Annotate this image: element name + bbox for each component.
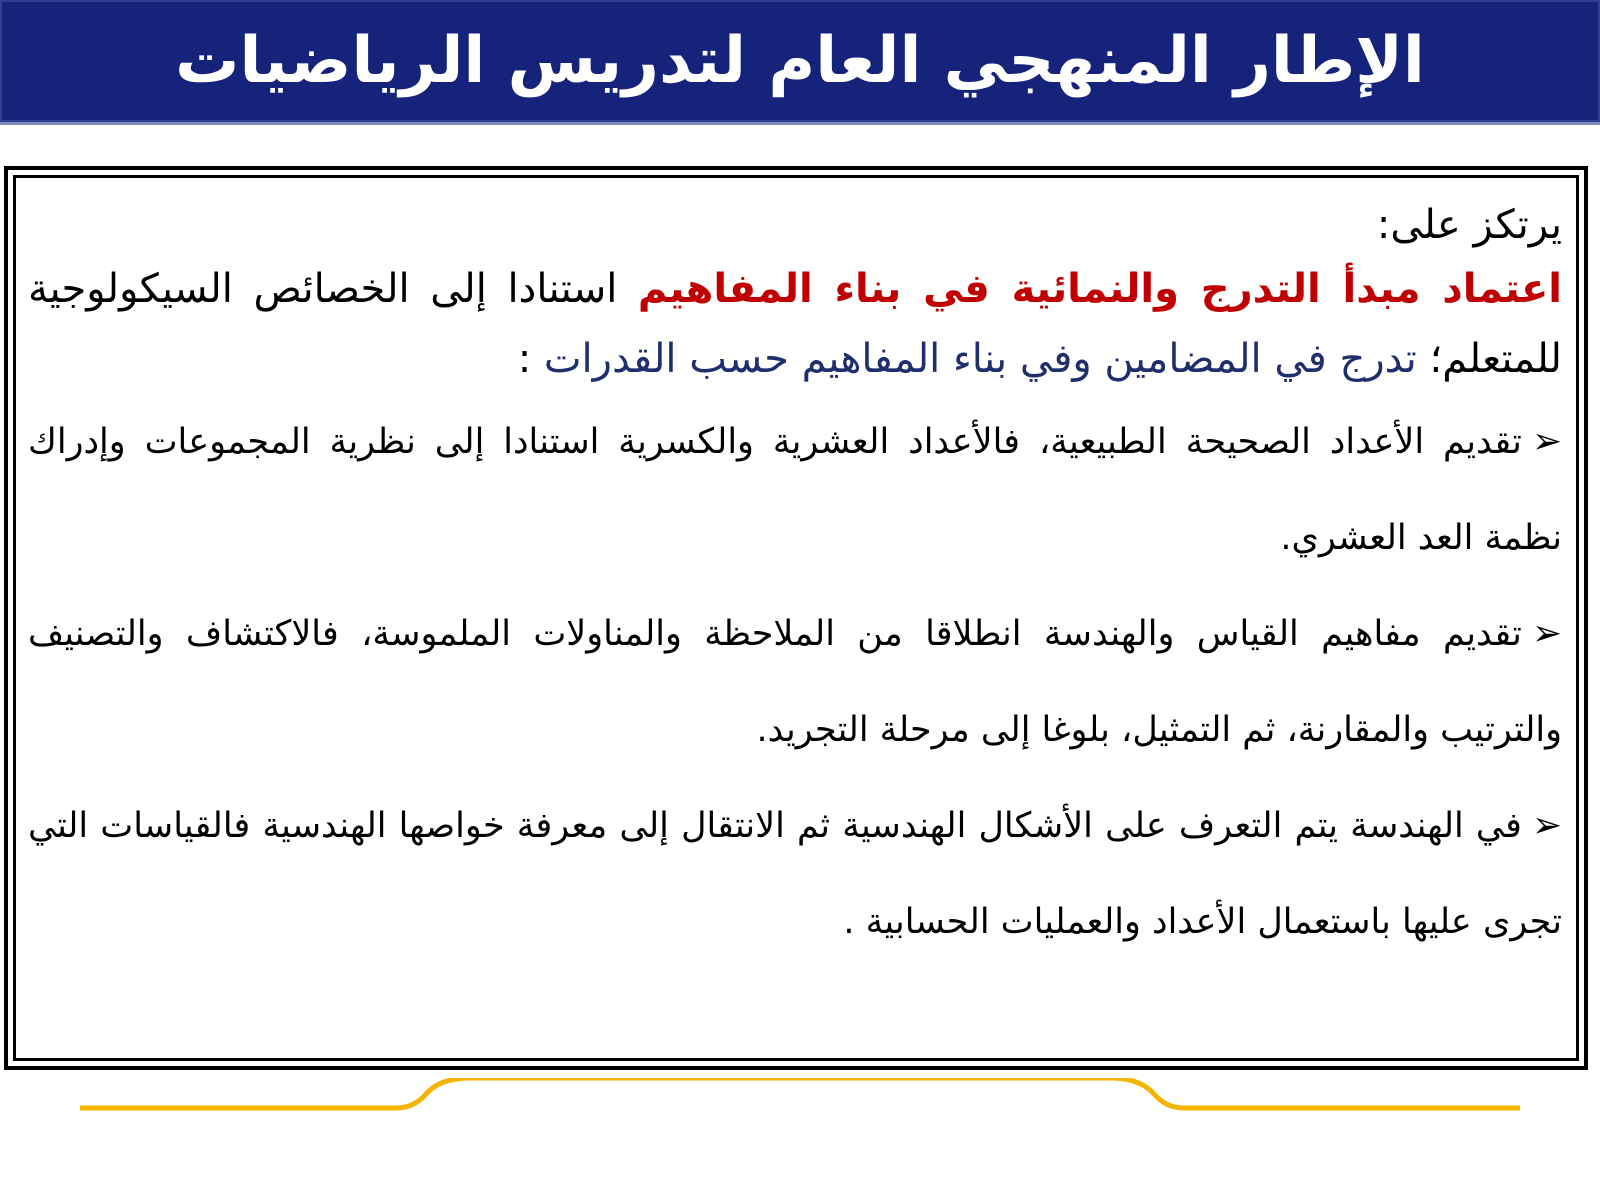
lead-paragraph xyxy=(28,254,1562,394)
decorative-footer-line xyxy=(80,1078,1520,1118)
content-frame xyxy=(4,166,1588,1070)
bullet-item-1 xyxy=(28,394,1562,586)
bullet-text-1: تقديم الأعداد الصحيحة الطبيعية، فالأعداد العشرية والكسرية استنادا إلى نظرية المجموعات وإدراك نظمة العد العشري. xyxy=(28,422,1562,558)
arrow-bullet-icon: ➢ xyxy=(1531,613,1562,654)
bullet-text-2: تقديم مفاهيم القياس والهندسة انطلاقا من الملاحظة والمناولات الملموسة، فالاكتشاف والتصنيف والترتيب والمقارنة، ثم التمثيل، بلوغا إلى مرحلة التجريد. xyxy=(28,614,1562,750)
lead-text: استنادا إلى الخصائص السيكولوجية للمتعلم؛ xyxy=(28,266,1562,382)
blue-emphasis-text: تدرج في المضامين وفي بناء المفاهيم حسب القدرات xyxy=(543,336,1417,382)
inner-content-frame xyxy=(13,175,1579,1061)
arrow-bullet-icon: ➢ xyxy=(1531,421,1562,462)
bullet-text-3: في الهندسة يتم التعرف على الأشكال الهندسية ثم الانتقال إلى معرفة خواصها الهندسية فالقياسات التي تجرى عليها باستعمال الأعداد والعمليات الحسابية . xyxy=(28,806,1562,942)
highlighted-principle: اعتماد مبدأ التدرج والنمائية في بناء المفاهيم xyxy=(637,266,1562,312)
intro-line: يرتكز على: xyxy=(1376,202,1562,248)
lead-ending: : xyxy=(517,336,544,382)
footer-line-path xyxy=(80,1078,1520,1108)
title-banner xyxy=(0,0,1600,122)
bullet-item-2 xyxy=(28,586,1562,778)
content-area xyxy=(28,196,1562,970)
arrow-bullet-icon: ➢ xyxy=(1531,805,1562,846)
bullet-item-3 xyxy=(28,778,1562,970)
page-title: الإطار المنهجي العام لتدريس الرياضيات xyxy=(175,24,1425,98)
